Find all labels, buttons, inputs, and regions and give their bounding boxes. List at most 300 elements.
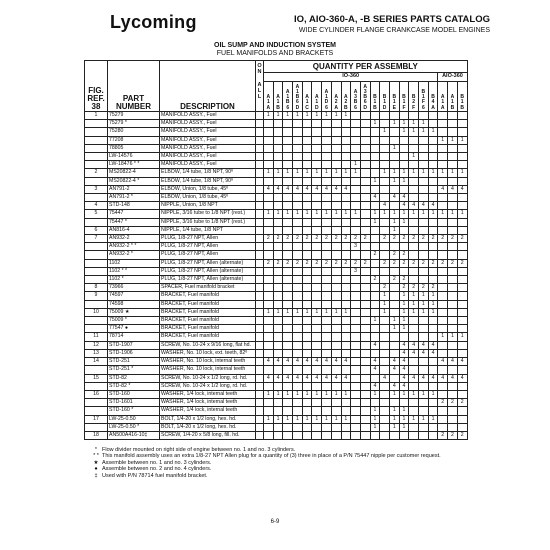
quantity-cell <box>438 341 448 349</box>
on-all-cell <box>256 161 264 169</box>
on-all-header: O N A L L <box>256 61 264 112</box>
quantity-cell <box>283 177 293 185</box>
quantity-cell <box>409 243 419 251</box>
part-number-cell: 75009 ★ <box>108 308 160 316</box>
quantity-cell <box>273 120 283 128</box>
quantity-cell: 4 <box>322 185 332 193</box>
fig-ref-cell <box>85 366 108 374</box>
quantity-cell <box>428 218 438 226</box>
quantity-cell <box>428 177 438 185</box>
quantity-cell <box>341 267 351 275</box>
quantity-cell <box>428 382 438 390</box>
section-title: OIL SUMP AND INDUCTION SYSTEM <box>214 42 336 49</box>
quantity-cell: 1 <box>409 120 419 128</box>
fig-ref-cell: 1 <box>85 112 108 120</box>
quantity-cell: 1 <box>331 112 341 120</box>
quantity-cell <box>399 161 409 169</box>
quantity-cell: 1 <box>322 415 332 423</box>
quantity-cell: 1 <box>331 169 341 177</box>
description-cell: PLUG, 1/8-27 NPT, Allen (alternate) <box>160 267 256 275</box>
quantity-cell <box>312 177 322 185</box>
quantity-cell <box>331 431 341 439</box>
quantity-cell <box>302 341 312 349</box>
part-number-cell: STD-1906 <box>108 349 160 357</box>
quantity-cell: 2 <box>389 259 399 267</box>
quantity-cell: 4 <box>409 202 419 210</box>
quantity-cell <box>380 136 390 144</box>
quantity-cell <box>312 407 322 415</box>
quantity-cell <box>341 333 351 341</box>
quantity-cell: 1 <box>322 210 332 218</box>
quantity-cell <box>264 399 274 407</box>
fig-ref-cell: 14 <box>85 358 108 366</box>
quantity-cell: 1 <box>273 112 283 120</box>
quantity-cell <box>273 276 283 284</box>
quantity-cell: 1 <box>428 169 438 177</box>
quantity-cell <box>312 202 322 210</box>
fig-ref-cell: 6 <box>85 226 108 234</box>
quantity-cell: 2 <box>322 235 332 243</box>
quantity-cell <box>312 226 322 234</box>
quantity-cell: 1 <box>283 308 293 316</box>
quantity-cell <box>264 194 274 202</box>
quantity-cell: 1 <box>399 292 409 300</box>
quantity-cell <box>322 341 332 349</box>
quantity-cell: 4 <box>341 185 351 193</box>
quantity-cell <box>380 161 390 169</box>
model-column-header: A 3 B 6 <box>351 82 361 112</box>
quantity-cell: 1 <box>419 292 429 300</box>
quantity-cell <box>448 366 458 374</box>
quantity-cell <box>457 128 467 136</box>
quantity-cell <box>312 153 322 161</box>
description-cell: PLUG, 1/8-27 NPT, Allen <box>160 243 256 251</box>
quantity-cell <box>428 366 438 374</box>
quantity-cell <box>283 161 293 169</box>
fig-ref-cell <box>85 194 108 202</box>
quantity-cell: 1 <box>293 169 303 177</box>
quantity-cell <box>389 185 399 193</box>
quantity-cell: 2 <box>370 276 380 284</box>
part-number-cell: STD-160 * <box>108 407 160 415</box>
quantity-cell <box>283 128 293 136</box>
quantity-cell <box>370 300 380 308</box>
quantity-cell <box>428 226 438 234</box>
quantity-cell <box>302 333 312 341</box>
quantity-cell <box>389 292 399 300</box>
quantity-cell <box>428 243 438 251</box>
quantity-cell <box>380 382 390 390</box>
quantity-cell <box>409 112 419 120</box>
quantity-cell: 1 <box>264 390 274 398</box>
quantity-cell <box>322 218 332 226</box>
quantity-cell: 4 <box>273 185 283 193</box>
quantity-cell <box>370 308 380 316</box>
quantity-cell <box>438 218 448 226</box>
quantity-cell <box>409 431 419 439</box>
fig-ref-cell <box>85 177 108 185</box>
quantity-cell <box>438 194 448 202</box>
quantity-cell: 1 <box>389 390 399 398</box>
quantity-cell: 2 <box>283 259 293 267</box>
quantity-cell <box>428 317 438 325</box>
quantity-cell: 1 <box>389 169 399 177</box>
quantity-cell <box>370 349 380 357</box>
quantity-cell <box>370 333 380 341</box>
quantity-cell <box>331 423 341 431</box>
description-cell: BRACKET, Fuel manifold <box>160 308 256 316</box>
quantity-cell: 1 <box>380 308 390 316</box>
quantity-cell: 1 <box>380 169 390 177</box>
brand-logo-text: Lycoming <box>110 12 197 32</box>
quantity-cell <box>264 333 274 341</box>
quantity-cell <box>264 177 274 185</box>
quantity-cell: 1 <box>293 415 303 423</box>
quantity-cell <box>331 153 341 161</box>
quantity-cell: 4 <box>438 185 448 193</box>
quantity-cell <box>399 267 409 275</box>
quantity-cell <box>448 349 458 357</box>
quantity-cell <box>409 317 419 325</box>
quantity-cell <box>283 136 293 144</box>
quantity-cell <box>312 120 322 128</box>
quantity-cell: 2 <box>312 235 322 243</box>
quantity-cell: 1 <box>399 169 409 177</box>
quantity-cell <box>293 251 303 259</box>
part-number-cell: STD-1601 <box>108 399 160 407</box>
quantity-cell <box>448 112 458 120</box>
table-row <box>85 267 468 275</box>
table-row <box>85 284 468 292</box>
quantity-cell <box>312 317 322 325</box>
model-column-header: A 2 A <box>331 82 341 112</box>
quantity-cell <box>360 161 370 169</box>
quantity-cell <box>293 226 303 234</box>
quantity-cell <box>264 267 274 275</box>
quantity-cell: 1 <box>409 128 419 136</box>
quantity-cell: 1 <box>389 423 399 431</box>
quantity-cell: 4 <box>302 185 312 193</box>
part-number-cell: AN932-2 * * <box>108 243 160 251</box>
quantity-cell <box>351 308 361 316</box>
quantity-cell <box>273 226 283 234</box>
description-cell: SCREW, 1/4-20 x 5/8 long, fill. hd. <box>160 431 256 439</box>
table-row <box>85 194 468 202</box>
fig-ref-cell: 17 <box>85 415 108 423</box>
quantity-cell: 1 <box>302 415 312 423</box>
quantity-cell: 2 <box>360 235 370 243</box>
quantity-cell: 2 <box>457 235 467 243</box>
quantity-cell: 4 <box>370 382 380 390</box>
fig-ref-cell: 4 <box>85 202 108 210</box>
quantity-cell: 4 <box>264 185 274 193</box>
quantity-cell <box>457 276 467 284</box>
fig-ref-header: FIG. REF. 38 <box>85 61 108 112</box>
quantity-cell <box>322 349 332 357</box>
quantity-cell: 4 <box>389 366 399 374</box>
quantity-cell <box>409 177 419 185</box>
on-all-cell <box>256 325 264 333</box>
quantity-cell <box>370 202 380 210</box>
quantity-cell <box>448 276 458 284</box>
quantity-cell: 2 <box>331 235 341 243</box>
on-all-cell <box>256 374 264 382</box>
quantity-cell <box>399 136 409 144</box>
quantity-cell <box>389 300 399 308</box>
quantity-cell <box>380 333 390 341</box>
quantity-cell <box>370 431 380 439</box>
description-cell: WASHER, No. 10 lock, internal teeth <box>160 358 256 366</box>
description-cell: NIPPLE, Union, 1/8 NPT <box>160 202 256 210</box>
quantity-cell <box>264 317 274 325</box>
quantity-cell <box>448 161 458 169</box>
quantity-cell: 1 <box>399 300 409 308</box>
quantity-cell <box>283 382 293 390</box>
quantity-cell <box>322 144 332 152</box>
quantity-cell <box>302 202 312 210</box>
quantity-cell <box>264 161 274 169</box>
model-column-header: B 1 B <box>457 82 467 112</box>
model-column-header: B 4 A <box>428 82 438 112</box>
quantity-cell: 4 <box>370 366 380 374</box>
quantity-cell <box>419 431 429 439</box>
quantity-cell <box>448 390 458 398</box>
quantity-cell <box>322 136 332 144</box>
quantity-cell <box>351 218 361 226</box>
quantity-cell <box>351 194 361 202</box>
quantity-cell <box>360 366 370 374</box>
quantity-cell: 1 <box>380 128 390 136</box>
quantity-cell <box>389 374 399 382</box>
quantity-cell <box>351 431 361 439</box>
part-number-cell: AN932-2 * <box>108 251 160 259</box>
quantity-cell <box>438 390 448 398</box>
fig-ref-cell <box>85 136 108 144</box>
quantity-cell <box>419 276 429 284</box>
quantity-cell <box>293 423 303 431</box>
quantity-cell: 4 <box>370 194 380 202</box>
quantity-cell <box>380 185 390 193</box>
quantity-cell: 1 <box>341 390 351 398</box>
quantity-cell <box>302 153 312 161</box>
quantity-cell <box>380 407 390 415</box>
quantity-cell: 1 <box>457 210 467 218</box>
quantity-cell <box>360 267 370 275</box>
quantity-cell <box>419 382 429 390</box>
quantity-cell: 1 <box>293 390 303 398</box>
quantity-cell: 1 <box>399 390 409 398</box>
quantity-cell: 1 <box>341 210 351 218</box>
quantity-cell <box>370 136 380 144</box>
quantity-cell: 1 <box>409 292 419 300</box>
quantity-cell: 1 <box>419 120 429 128</box>
quantity-cell: 2 <box>370 251 380 259</box>
quantity-cell <box>380 194 390 202</box>
model-column-header: A 1 B 6 <box>283 82 293 112</box>
quantity-cell <box>302 366 312 374</box>
quantity-cell: 1 <box>370 390 380 398</box>
quantity-cell <box>351 128 361 136</box>
quantity-cell <box>351 153 361 161</box>
quantity-cell: 1 <box>389 218 399 226</box>
quantity-cell <box>428 358 438 366</box>
quantity-cell <box>351 292 361 300</box>
quantity-cell: 1 <box>380 292 390 300</box>
quantity-cell: 2 <box>399 259 409 267</box>
quantity-cell: 1 <box>389 415 399 423</box>
quantity-cell <box>428 185 438 193</box>
fig-ref-cell <box>85 243 108 251</box>
quantity-cell <box>380 390 390 398</box>
quantity-cell <box>409 382 419 390</box>
quantity-cell <box>293 218 303 226</box>
on-all-cell <box>256 415 264 423</box>
quantity-cell <box>341 218 351 226</box>
quantity-cell <box>273 423 283 431</box>
quantity-cell: 4 <box>399 202 409 210</box>
quantity-cell: 4 <box>273 358 283 366</box>
quantity-cell: 2 <box>409 235 419 243</box>
quantity-cell <box>457 366 467 374</box>
quantity-cell: 2 <box>312 259 322 267</box>
quantity-cell <box>438 300 448 308</box>
quantity-cell <box>409 226 419 234</box>
quantity-cell: 2 <box>419 235 429 243</box>
quantity-cell <box>438 243 448 251</box>
quantity-cell <box>302 218 312 226</box>
quantity-cell <box>380 325 390 333</box>
quantity-cell <box>273 300 283 308</box>
quantity-cell <box>264 136 274 144</box>
quantity-cell <box>312 300 322 308</box>
table-row <box>85 276 468 284</box>
description-header: DESCRIPTION <box>160 61 256 112</box>
on-all-cell <box>256 292 264 300</box>
quantity-cell <box>438 120 448 128</box>
quantity-cell <box>457 382 467 390</box>
quantity-cell: 1 <box>409 153 419 161</box>
quantity-cell <box>264 341 274 349</box>
quantity-cell <box>312 276 322 284</box>
quantity-cell <box>448 341 458 349</box>
quantity-cell: 1 <box>312 169 322 177</box>
quantity-cell <box>264 407 274 415</box>
quantity-cell <box>399 153 409 161</box>
quantity-cell: 2 <box>302 259 312 267</box>
quantity-cell <box>438 153 448 161</box>
quantity-cell: 2 <box>419 259 429 267</box>
quantity-cell <box>312 284 322 292</box>
quantity-cell: 4 <box>428 341 438 349</box>
quantity-cell: 1 <box>389 144 399 152</box>
quantity-cell: 1 <box>409 169 419 177</box>
quantity-cell: 1 <box>419 210 429 218</box>
quantity-cell <box>302 177 312 185</box>
quantity-cell: 1 <box>312 308 322 316</box>
quantity-cell <box>331 276 341 284</box>
quantity-cell <box>293 366 303 374</box>
quantity-cell <box>419 325 429 333</box>
quantity-cell <box>283 349 293 357</box>
quantity-cell <box>331 202 341 210</box>
quantity-cell: 1 <box>293 210 303 218</box>
description-cell: MANIFOLD ASSY., Fuel <box>160 128 256 136</box>
quantity-cell: 1 <box>389 210 399 218</box>
quantity-cell <box>457 423 467 431</box>
quantity-cell <box>389 341 399 349</box>
fig-ref-cell <box>85 317 108 325</box>
quantity-cell: 1 <box>370 407 380 415</box>
quantity-cell <box>302 423 312 431</box>
quantity-cell <box>341 292 351 300</box>
quantity-cell <box>370 169 380 177</box>
quantity-cell <box>322 120 332 128</box>
quantity-cell <box>389 202 399 210</box>
table-row <box>85 210 468 218</box>
quantity-cell <box>419 366 429 374</box>
quantity-cell <box>409 423 419 431</box>
quantity-cell <box>351 136 361 144</box>
quantity-cell <box>341 325 351 333</box>
quantity-cell <box>438 407 448 415</box>
quantity-cell <box>322 153 332 161</box>
quantity-cell <box>341 349 351 357</box>
on-all-cell <box>256 120 264 128</box>
table-row <box>85 415 468 423</box>
table-row <box>85 341 468 349</box>
quantity-cell <box>302 276 312 284</box>
model-column-header: A 3 B 6 D <box>360 82 370 112</box>
quantity-cell <box>283 407 293 415</box>
quantity-cell: 1 <box>370 415 380 423</box>
quantity-cell <box>419 407 429 415</box>
fig-ref-cell <box>85 218 108 226</box>
quantity-cell <box>351 358 361 366</box>
part-number-cell: STD-160 <box>108 390 160 398</box>
quantity-cell <box>360 144 370 152</box>
footnote-text: Flow divider mounted on right side of engine between no. 1 and no. 3 cylinders. <box>102 447 296 453</box>
quantity-cell: 1 <box>351 161 361 169</box>
quantity-cell <box>264 202 274 210</box>
quantity-cell <box>341 153 351 161</box>
quantity-cell: 1 <box>438 136 448 144</box>
quantity-cell <box>341 226 351 234</box>
quantity-cell <box>380 358 390 366</box>
part-number-cell: AN791-2 <box>108 185 160 193</box>
quantity-cell <box>341 177 351 185</box>
quantity-cell: 1 <box>399 308 409 316</box>
quantity-cell <box>389 112 399 120</box>
quantity-cell: 4 <box>273 374 283 382</box>
on-all-cell <box>256 300 264 308</box>
quantity-cell <box>322 202 332 210</box>
quantity-cell <box>457 218 467 226</box>
part-number-cell: 78714 <box>108 333 160 341</box>
quantity-cell <box>302 267 312 275</box>
quantity-cell <box>419 177 429 185</box>
quantity-cell: 2 <box>389 276 399 284</box>
quantity-cell <box>409 185 419 193</box>
quantity-cell <box>264 431 274 439</box>
quantity-cell <box>293 407 303 415</box>
description-cell: BRACKET, Fuel manifold <box>160 317 256 325</box>
quantity-cell <box>351 399 361 407</box>
quantity-cell: 1 <box>409 210 419 218</box>
quantity-cell <box>302 349 312 357</box>
quantity-cell <box>438 382 448 390</box>
quantity-cell: 4 <box>293 358 303 366</box>
quantity-cell: 2 <box>322 259 332 267</box>
